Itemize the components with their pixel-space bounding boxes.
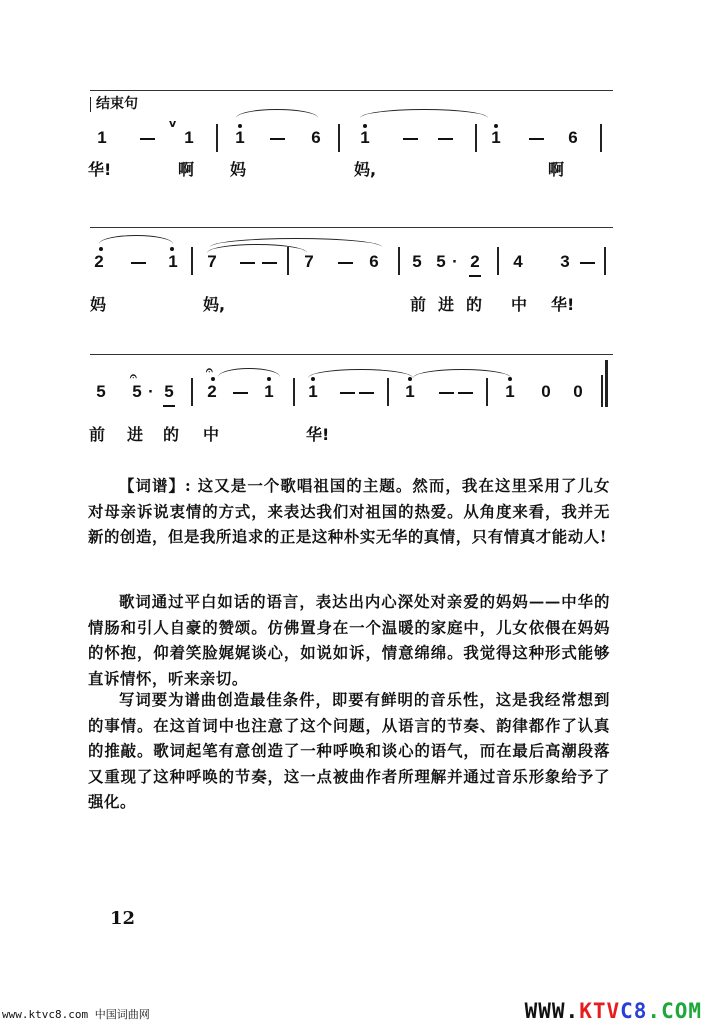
watermark-ktv: KTV xyxy=(579,999,621,1023)
slur xyxy=(218,368,280,377)
high-octave-dot xyxy=(408,377,412,381)
slur xyxy=(413,369,511,378)
note: 1 xyxy=(264,382,274,401)
section-label-text: 结束句 xyxy=(96,96,138,112)
high-octave-dot xyxy=(508,377,512,381)
barline xyxy=(387,378,389,406)
barline xyxy=(293,378,295,406)
slur xyxy=(99,235,173,244)
note: 1 xyxy=(360,128,370,147)
commentary-paragraph-2: 歌词通过平白如话的语言，表达出内心深处对亲爱的妈妈——中华的情肠和引人自豪的赞颂。仿佛置身在一个温暖的家庭中，儿女依偎在妈妈的怀抱，仰着笑脸娓娓谈心，如说如诉，情意绵绵。我觉得这种形式能够直诉情怀，听来亲切。 xyxy=(88,593,610,688)
note: 5 xyxy=(132,382,142,401)
watermark-www: WWW. xyxy=(524,999,580,1023)
note: 0 xyxy=(573,382,583,401)
slur xyxy=(360,109,488,118)
note: 6 xyxy=(369,252,379,271)
dot: · xyxy=(148,382,154,401)
lyric: 妈, xyxy=(354,160,377,179)
high-octave-dot xyxy=(170,247,174,251)
high-octave-dot xyxy=(211,377,215,381)
note: 5 xyxy=(412,252,422,271)
note: 1 xyxy=(491,128,501,147)
note: 4 xyxy=(513,252,523,271)
watermark-com: .COM xyxy=(647,999,702,1023)
final-barline-thick xyxy=(605,360,608,407)
watermark-left: www.ktvc8.com 中国词曲网 xyxy=(2,1008,150,1021)
note: 0 xyxy=(541,382,551,401)
note: 1 xyxy=(308,382,318,401)
dash xyxy=(458,392,473,394)
dash xyxy=(262,262,277,264)
dash xyxy=(359,392,374,394)
staff-rule-3 xyxy=(90,354,613,355)
barline xyxy=(475,124,477,152)
underline xyxy=(469,275,481,277)
lyric: 华! xyxy=(88,160,112,179)
slur xyxy=(236,109,318,118)
commentary-paragraph-3: 写词要为谱曲创造最佳条件，即要有鲜明的音乐性，这是我经常想到的事情。在这首词中也注意了这个问题，从语言的节奏、韵律都作了认真的推敲。歌词起笔有意创造了一种呼唤和谈心的语气，而在最后高潮段落又重现了这种呼唤的节奏，这一点被曲作者所理解并通过音乐形象给予了强化。 xyxy=(88,691,610,811)
dot: · xyxy=(452,252,458,271)
lyric: 进 xyxy=(127,425,144,444)
note: 5 xyxy=(96,382,106,401)
dash xyxy=(529,138,544,140)
note: 5 xyxy=(164,382,174,401)
lyric: 妈 xyxy=(230,160,247,179)
note: 1 xyxy=(235,128,245,147)
note: 1 xyxy=(168,252,178,271)
lyric: 妈, xyxy=(203,295,226,314)
lyric: 妈 xyxy=(90,295,107,314)
barline xyxy=(287,247,289,275)
staff-rule-1 xyxy=(90,90,613,91)
dash xyxy=(580,262,595,264)
dash xyxy=(270,138,285,140)
dash xyxy=(438,138,453,140)
staff-rule-2 xyxy=(90,227,613,228)
barline xyxy=(600,124,602,152)
high-octave-dot xyxy=(99,247,103,251)
note: 1 xyxy=(505,382,515,401)
note: 7 xyxy=(304,252,314,271)
high-octave-dot xyxy=(311,377,315,381)
watermark-right xyxy=(525,999,702,1023)
final-barline-thin xyxy=(601,375,603,407)
note: 7 xyxy=(207,252,217,271)
note: 6 xyxy=(568,128,578,147)
lyric: 前 xyxy=(410,295,427,314)
dash xyxy=(340,392,355,394)
note: 6 xyxy=(311,128,321,147)
dash xyxy=(439,392,454,394)
barline xyxy=(191,247,193,275)
note: 1 xyxy=(405,382,415,401)
breath-mark: v xyxy=(169,117,177,130)
lyric: 前 xyxy=(89,425,106,444)
dash xyxy=(233,392,248,394)
slur xyxy=(308,369,413,378)
barline xyxy=(486,378,488,406)
dash xyxy=(338,262,353,264)
underline xyxy=(163,405,175,407)
high-octave-dot xyxy=(267,377,271,381)
note: 1 xyxy=(97,128,107,147)
note: 2 xyxy=(470,252,480,271)
lyric: 进 xyxy=(438,295,455,314)
note: 2 xyxy=(207,382,217,401)
page-number: 12 xyxy=(110,908,136,929)
section-label xyxy=(90,93,138,113)
note: 1 xyxy=(184,128,194,147)
note: 5 xyxy=(436,252,446,271)
dash xyxy=(240,262,255,264)
commentary-paragraph-1: 【词谱】: 这又是一个歌唱祖国的主题。然而，我在这里采用了儿女对母亲诉说衷情的方式，来表达我们对祖国的热爱。从角度来看，我并无新的创造，但是我所追求的正是这种朴实无华的真情，只有情真才能动人! xyxy=(88,477,610,546)
dash xyxy=(131,262,146,264)
barline xyxy=(338,124,340,152)
dash xyxy=(403,138,418,140)
barline xyxy=(398,247,400,275)
dash xyxy=(140,138,155,140)
lyric: 中 xyxy=(511,295,528,314)
watermark-c8: C8 xyxy=(620,999,648,1023)
label-bar xyxy=(90,97,91,112)
note: 2 xyxy=(94,252,104,271)
note: 3 xyxy=(560,252,570,271)
lyric: 中 xyxy=(203,425,220,444)
lyric: 的 xyxy=(466,295,483,314)
fermata: 𝄐 xyxy=(206,363,213,377)
barline xyxy=(497,247,499,275)
lyric: 华! xyxy=(306,425,330,444)
lyric: 啊 xyxy=(178,160,195,179)
lyric: 华! xyxy=(551,295,575,314)
fermata: 𝄐 xyxy=(130,369,137,383)
barline xyxy=(604,247,606,275)
lyric: 的 xyxy=(163,425,180,444)
barline xyxy=(191,378,193,406)
barline xyxy=(216,124,218,152)
lyric: 啊 xyxy=(548,160,565,179)
